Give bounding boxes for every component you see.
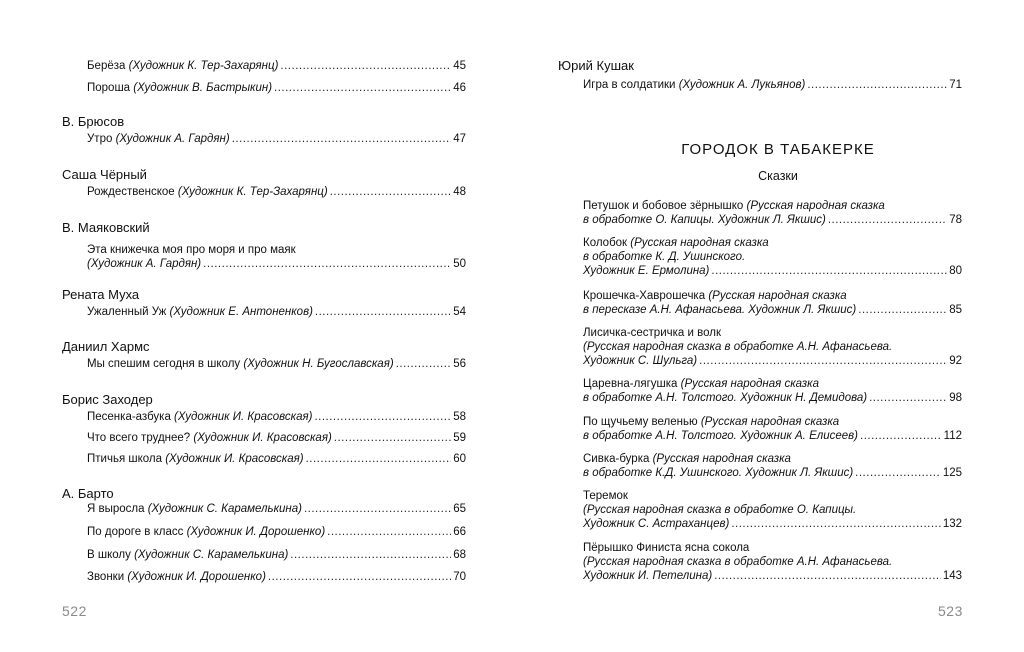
toc-entry-text (583, 354, 697, 368)
toc-entry-text (87, 305, 313, 319)
work-credit: Художник И. Петелина) (583, 570, 713, 582)
toc-entry-text (583, 213, 826, 227)
toc-entry[interactable] (583, 289, 962, 317)
toc-entry-text (583, 489, 628, 503)
work-title: Ужаленный Уж (87, 306, 170, 318)
work-credit: (Художник А. Гардян) (115, 133, 230, 145)
page-ref: 143 (942, 570, 962, 582)
section-subtitle: Сказки (758, 169, 798, 183)
work-credit: (Художник В. Бастрыкин) (133, 82, 273, 94)
dot-leader (268, 570, 451, 584)
toc-entry-text (583, 452, 791, 466)
toc-entry-line (583, 555, 962, 569)
work-credit: (Художник И. Красовская) (165, 453, 304, 465)
toc-entry-line (583, 199, 962, 213)
page-ref: 92 (949, 355, 962, 367)
toc-entry[interactable] (87, 81, 466, 95)
toc-entry-line (583, 541, 962, 555)
work-title: Крошечка-Хаврошечка (583, 290, 709, 302)
toc-entry-text (87, 502, 302, 516)
toc-entry-text (87, 59, 278, 73)
toc-entry-text (583, 541, 749, 555)
work-credit: (Русская народная сказка (700, 416, 840, 428)
author-name: Борис Заходер (62, 392, 153, 407)
toc-entry[interactable] (87, 185, 466, 199)
page-ref: 46 (453, 82, 466, 94)
work-title: Колобок (583, 237, 631, 249)
toc-entry-line (583, 377, 962, 391)
toc-entry-text (583, 264, 709, 278)
toc-entry-text (583, 429, 858, 443)
toc-entry-line (583, 415, 962, 429)
toc-entry-text (87, 185, 328, 199)
author-name: В. Брюсов (62, 114, 125, 129)
toc-entry-text (583, 377, 819, 391)
work-title: Звонки (87, 571, 128, 583)
toc-entry-line (583, 236, 962, 250)
toc-entry-line (583, 289, 962, 303)
toc-entry-text (87, 548, 288, 562)
toc-entry-text (87, 243, 296, 257)
page-ref: 85 (949, 304, 962, 316)
toc-entry-line (87, 185, 466, 199)
work-title: Берёза (87, 60, 129, 72)
work-credit: (Художник И. Дорошенко) (127, 571, 266, 583)
toc-entry[interactable] (87, 243, 466, 271)
toc-entry[interactable] (87, 357, 466, 371)
toc-entry[interactable] (583, 489, 962, 531)
author-name: Рената Муха (62, 287, 140, 302)
work-credit: Художник Е. Ермолина) (583, 265, 710, 277)
toc-entry-line (583, 452, 962, 466)
work-title: Птичья школа (87, 453, 166, 465)
toc-entry-line (87, 81, 466, 95)
toc-entry-text (583, 236, 769, 250)
toc-entry[interactable] (87, 410, 466, 424)
dot-leader (315, 305, 451, 319)
toc-entry-text (583, 289, 847, 303)
toc-entry-line (87, 59, 466, 73)
work-title: Петушок и бобовое зёрнышко (583, 200, 747, 212)
dot-leader (731, 517, 941, 531)
page-ref: 50 (453, 258, 466, 270)
dot-leader (306, 452, 452, 466)
toc-entry-line (87, 548, 466, 562)
toc-entry-text (583, 517, 729, 531)
work-title: Утро (87, 133, 116, 145)
work-title: Эта книжечка моя про моря и про маяк (87, 244, 296, 256)
work-credit: в обработке К. Д. Ушинского. (583, 251, 746, 263)
toc-entry[interactable] (87, 132, 466, 146)
page-ref: 132 (942, 518, 962, 530)
work-credit: (Художник С. Карамелькина) (134, 549, 289, 561)
work-title: Песенка-азбука (87, 411, 175, 423)
dot-leader (699, 354, 947, 368)
work-title: В школу (87, 549, 135, 561)
dot-leader (855, 466, 941, 480)
work-credit: (Художник К. Тер-Захарянц) (128, 60, 279, 72)
page-ref: 70 (453, 571, 466, 583)
work-title: Игра в солдатики (583, 79, 679, 91)
toc-entry-line (87, 410, 466, 424)
author-name: Даниил Хармс (62, 339, 150, 354)
toc-entry-line (583, 569, 962, 583)
toc-entry-line (87, 502, 466, 516)
work-title: Царевна-лягушка (583, 378, 681, 390)
page-ref: 45 (453, 60, 466, 72)
toc-entry-line (583, 78, 962, 92)
work-credit: (Художник Е. Антоненков) (169, 306, 313, 318)
work-credit: в обработке О. Капицы. Художник Л. Якшис) (583, 214, 826, 226)
toc-entry-line (87, 525, 466, 539)
toc-entry-line (583, 303, 962, 317)
work-credit: (Русская народная сказка (746, 200, 885, 212)
work-title: Рождественское (87, 186, 178, 198)
work-title: Пёрышко Финиста ясна сокола (583, 542, 750, 554)
toc-entry-text (87, 81, 272, 95)
work-credit: (Русская народная сказка (708, 290, 847, 302)
toc-entry-line (583, 264, 962, 278)
section-title: ГОРОДОК В ТАБАКЕРКЕ (681, 141, 875, 158)
dot-leader (860, 429, 942, 443)
toc-entry-line (583, 517, 962, 531)
page-ref: 56 (453, 358, 466, 370)
dot-leader (274, 81, 451, 95)
toc-entry-line (583, 489, 962, 503)
toc-entry-text (87, 257, 201, 271)
toc-entry-line (583, 340, 962, 354)
toc-entry-text (87, 452, 304, 466)
dot-leader (807, 78, 947, 92)
work-credit: (Художник И. Красовская) (193, 432, 332, 444)
toc-entry-text (583, 555, 892, 569)
work-title: Пороша (87, 82, 134, 94)
toc-entry[interactable] (87, 305, 466, 319)
toc-entry-line (583, 466, 962, 480)
dot-leader (869, 391, 947, 405)
page-ref: 125 (942, 467, 962, 479)
toc-entry[interactable] (87, 525, 466, 539)
toc-entry-line (87, 243, 466, 257)
work-credit: (Художник К. Тер-Захарянц) (177, 186, 328, 198)
page-ref: 68 (453, 549, 466, 561)
work-title: Что всего труднее? (87, 432, 194, 444)
toc-entry-line (87, 132, 466, 146)
work-credit: в пересказе А.Н. Афанасьева. Художник Л. Якшис) (583, 304, 857, 316)
page-ref: 58 (453, 411, 466, 423)
page-number-left: 522 (62, 603, 87, 619)
work-title: Лисичка-сестричка и волк (583, 327, 721, 339)
work-credit: Художник С. Шульга) (583, 355, 698, 367)
toc-entry[interactable] (87, 431, 466, 445)
work-title: Теремок (583, 490, 628, 502)
dot-leader (232, 132, 451, 146)
work-credit: в обработке К.Д. Ушинского. Художник Л. Якшис) (583, 467, 854, 479)
toc-entry-text (583, 415, 839, 429)
work-credit: (Художник И. Красовская) (174, 411, 313, 423)
page-ref: 59 (453, 432, 466, 444)
dot-leader (828, 213, 947, 227)
toc-entry[interactable] (583, 541, 962, 583)
dot-leader (314, 410, 451, 424)
work-title: По дороге в класс (87, 526, 187, 538)
work-credit: (Русская народная сказка в обработке О. Капицы. (583, 504, 857, 516)
toc-entry-line (583, 250, 962, 264)
page-number-right: 523 (938, 603, 963, 619)
work-title: Мы спешим сегодня в школу (87, 358, 244, 370)
work-title: Сивка-бурка (583, 453, 653, 465)
dot-leader (290, 548, 451, 562)
page-ref: 65 (453, 503, 466, 515)
toc-entry-text (583, 340, 892, 354)
toc-entry[interactable] (583, 199, 962, 227)
work-credit: (Русская народная сказка (680, 378, 819, 390)
page-ref: 48 (453, 186, 466, 198)
work-credit: (Русская народная сказка в обработке А.Н. Афанасьева. (583, 556, 893, 568)
toc-entry[interactable] (87, 548, 466, 562)
author-name: Саша Чёрный (62, 167, 147, 182)
work-credit: (Художник Н. Бугославская) (243, 358, 394, 370)
toc-entry[interactable] (87, 502, 466, 516)
page-ref: 54 (453, 306, 466, 318)
toc-entry[interactable] (583, 326, 962, 368)
toc-entry-text (583, 199, 885, 213)
page-ref: 71 (949, 79, 962, 91)
work-credit: (Русская народная сказка (630, 237, 769, 249)
toc-entry-text (583, 250, 745, 264)
toc-entry-line (87, 570, 466, 584)
toc-entry-text (583, 303, 856, 317)
toc-entry-text (87, 410, 312, 424)
dot-leader (203, 257, 451, 271)
toc-entry-text (583, 78, 805, 92)
toc-entry[interactable] (87, 452, 466, 466)
toc-entry-line (87, 257, 466, 271)
work-credit: в обработке А.Н. Толстого. Художник Н. Демидова) (583, 392, 868, 404)
work-credit: (Художник А. Лукьянов) (678, 79, 806, 91)
toc-entry-text (583, 326, 721, 340)
toc-entry[interactable] (583, 78, 962, 92)
toc-entry[interactable] (583, 236, 962, 278)
toc-entry-text (87, 431, 332, 445)
author-name: Юрий Кушак (558, 58, 634, 73)
toc-entry-line (583, 213, 962, 227)
page-ref: 60 (453, 453, 466, 465)
dot-leader (330, 185, 452, 199)
toc-entry-line (87, 431, 466, 445)
toc-entry[interactable] (583, 452, 962, 480)
toc-entry-line (87, 305, 466, 319)
dot-leader (334, 431, 451, 445)
page-ref: 47 (453, 133, 466, 145)
work-credit: (Художник С. Карамелькина) (147, 503, 302, 515)
page-ref: 66 (453, 526, 466, 538)
toc-entry-text (87, 525, 325, 539)
toc-entry-line (87, 452, 466, 466)
toc-entry-text (583, 466, 853, 480)
toc-entry-line (583, 326, 962, 340)
toc-entry-text (583, 391, 867, 405)
right-page (512, 0, 1024, 652)
work-credit: Художник С. Астраханцев) (583, 518, 730, 530)
toc-entry[interactable] (87, 570, 466, 584)
toc-entry-text (87, 132, 230, 146)
toc-entry-text (583, 503, 856, 517)
toc-entry-line (583, 391, 962, 405)
dot-leader (714, 569, 941, 583)
work-credit: (Художник И. Дорошенко) (186, 526, 326, 538)
dot-leader (280, 59, 451, 73)
author-name: А. Барто (62, 486, 114, 501)
work-credit: (Художник А. Гардян) (87, 258, 202, 270)
page-ref: 78 (949, 214, 962, 226)
work-credit: (Русская народная сказка (652, 453, 791, 465)
page-ref: 112 (943, 430, 962, 442)
work-title: По щучьему веленью (583, 416, 701, 428)
toc-entry-text (87, 357, 394, 371)
dot-leader (396, 357, 452, 371)
work-title: Я выросла (87, 503, 148, 515)
dot-leader (711, 264, 947, 278)
work-credit: в обработке А.Н. Толстого. Художник А. Елисеев) (583, 430, 858, 442)
toc-entry-line (87, 357, 466, 371)
toc-entry-line (583, 429, 962, 443)
author-name: В. Маяковский (62, 220, 150, 235)
work-credit: (Русская народная сказка в обработке А.Н. Афанасьева. (583, 341, 893, 353)
toc-entry[interactable] (583, 415, 962, 443)
toc-entry-line (583, 503, 962, 517)
page-ref: 98 (949, 392, 962, 404)
toc-entry-line (583, 354, 962, 368)
toc-entry[interactable] (583, 377, 962, 405)
toc-entry-text (583, 569, 712, 583)
dot-leader (327, 525, 451, 539)
toc-entry-text (87, 570, 266, 584)
dot-leader (304, 502, 451, 516)
dot-leader (858, 303, 947, 317)
page-ref: 80 (949, 265, 962, 277)
toc-entry[interactable] (87, 59, 466, 73)
